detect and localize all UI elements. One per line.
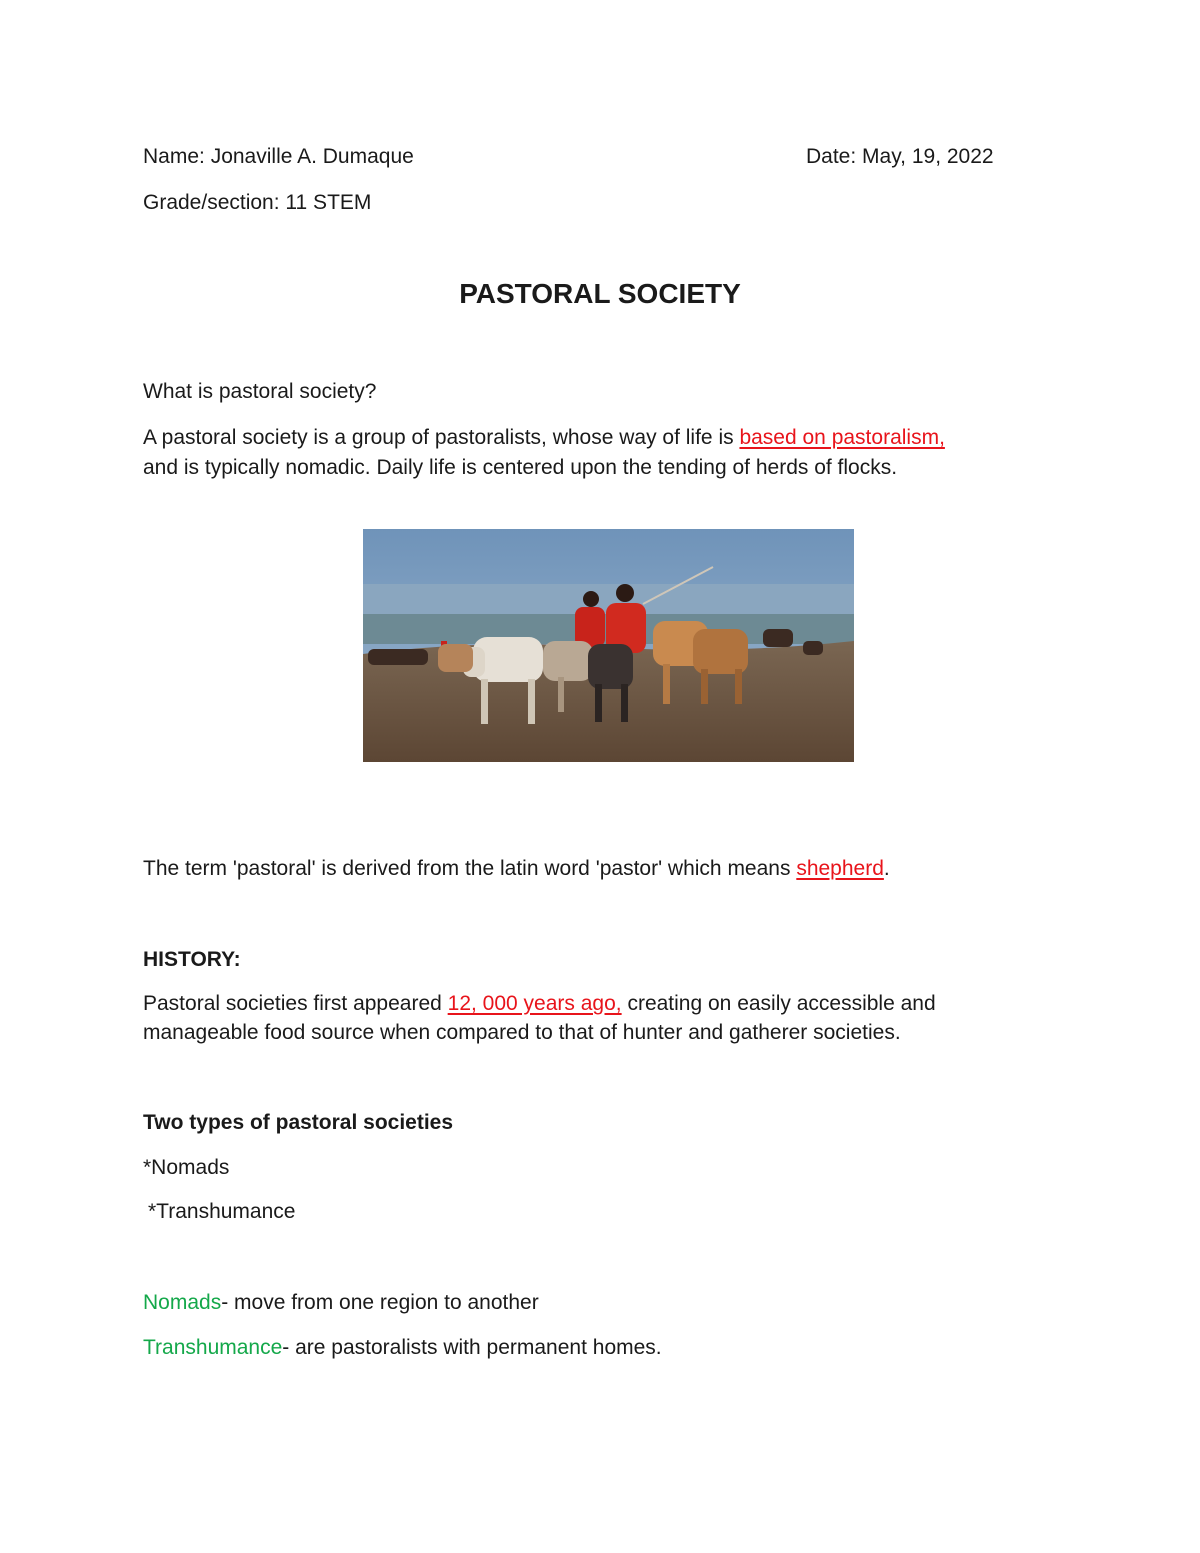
definition-transhumance-text: - are pastoralists with permanent homes. (282, 1336, 662, 1359)
intro-line-2: and is typically nomadic. Daily life is centered upon the tending of herds of flocks. (143, 456, 898, 479)
grade-value: 11 STEM (285, 191, 372, 214)
history-heading: HISTORY: (143, 948, 241, 971)
page-title: PASTORAL SOCIETY (459, 278, 741, 309)
name-value: Jonaville A. Dumaque (210, 145, 414, 168)
intro-line-1-text: A pastoral society is a group of pastoralists, whose way of life is (143, 426, 740, 449)
intro-question: What is pastoral society? (143, 380, 377, 403)
grade-line (143, 190, 371, 216)
history-line-1-suffix: creating on easily accessible and (621, 992, 936, 1015)
definition-transhumance-term: Transhumance (143, 1336, 283, 1359)
name-line (143, 144, 414, 170)
date-line (806, 144, 994, 170)
definition-nomads-text: - move from one region to another (221, 1291, 539, 1314)
types-item-1: *Nomads (143, 1156, 230, 1179)
term-suffix: . (883, 857, 890, 880)
definition-nomads (143, 1290, 539, 1316)
name-label: Name: (143, 145, 205, 168)
term-line (143, 856, 890, 882)
term-text: The term 'pastoral' is derived from the latin word 'pastor' which means (143, 857, 797, 880)
definition-nomads-term: Nomads (143, 1291, 222, 1314)
history-line-2: manageable food source when compared to that of hunter and gatherer societies. (143, 1021, 901, 1044)
definition-transhumance (143, 1335, 662, 1361)
history-line-1 (143, 991, 936, 1017)
history-highlight: 12, 000 years ago, (447, 992, 622, 1015)
date-label: Date: (806, 145, 857, 168)
date-value: May, 19, 2022 (862, 145, 994, 168)
intro-highlight: based on pastoralism, (739, 426, 945, 449)
grade-label: Grade/section: (143, 191, 280, 214)
pastoral-photo (363, 529, 854, 762)
intro-line-1 (143, 425, 945, 451)
types-item-2: *Transhumance (148, 1200, 296, 1223)
history-line-1-text: Pastoral societies first appeared (143, 992, 448, 1015)
types-heading: Two types of pastoral societies (143, 1111, 454, 1134)
term-highlight: shepherd (796, 857, 884, 880)
